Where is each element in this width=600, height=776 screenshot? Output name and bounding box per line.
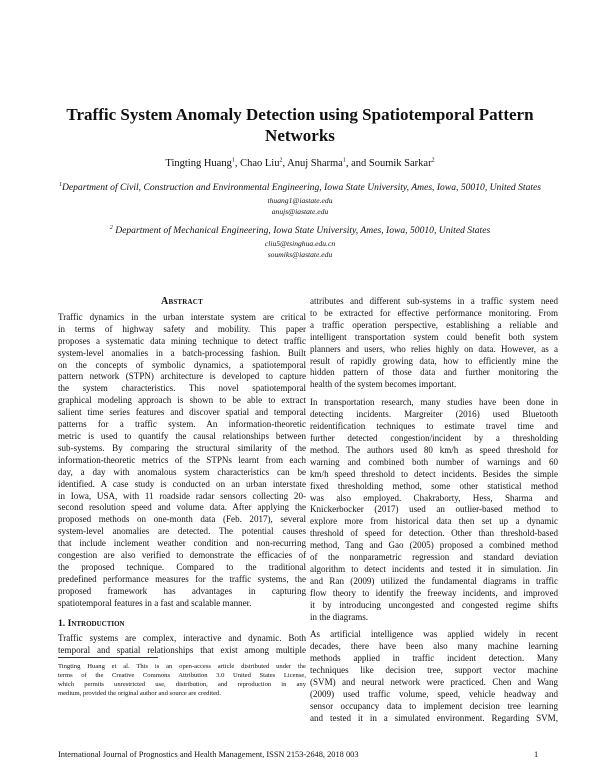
author-affiliation-marker: 1 — [342, 157, 346, 164]
text-line: in Iowa, USA, with 11 roadside radar sensors collecting 20- — [58, 490, 306, 501]
text-line: day, a day with anomalous system characteristics can be — [58, 466, 306, 477]
text-line: In transportation research, many studies have been done in — [310, 397, 558, 408]
text-line: and Ran (2009) utilized the fundamental diagrams in traffic — [310, 575, 558, 586]
text-line: which permits unrestricted use, distribution, and reproduction in any — [58, 681, 306, 688]
email-address: soumiks@iastate.edu — [267, 250, 333, 259]
text-line: identified. A case study is conducted on an urban interstate — [58, 478, 306, 489]
text-line: the system characteristics. This novel spatiotemporal — [58, 383, 306, 394]
left-column — [58, 296, 306, 657]
paragraph — [310, 629, 558, 724]
author-affiliation-marker: 2 — [279, 157, 283, 164]
text-line: it by introducing uncongested and congested regime shifts — [310, 599, 558, 610]
text-line: Traffic systems are complex, interactive and dynamic. Both — [58, 633, 306, 644]
text-line: medium, provided the original author and source are credited. — [58, 690, 221, 697]
text-line: to be extracted for effective performance monitoring. From — [310, 307, 558, 318]
text-line: flow theory to identify the freeway incidents, and improved — [310, 587, 558, 598]
author-name: Anuj Sharma — [287, 158, 343, 169]
text-line: of the nonparametric regression and standard deviation — [310, 552, 558, 563]
section-heading-text: 1. Introduction — [58, 617, 125, 629]
text-line: fixed thresholding method, some other statistical method — [310, 480, 558, 491]
text-line: in terms of highway safety and mobility. This paper — [58, 323, 306, 334]
text-line: Tingting Huang et al. This is an open-access article distributed under the — [58, 663, 306, 670]
text-line: in the diagrams. — [310, 611, 369, 622]
text-line: techniques like decision tree, support vector machine — [310, 665, 558, 676]
text-line: congestion are also verified to demonstrate the efficacies of — [58, 550, 306, 561]
text-line: salient time series features and discover spatial and temporal — [58, 407, 306, 418]
text-line: information-theoretic metrics of the STPNs learnt from each — [58, 454, 306, 465]
journal-footer: International Journal of Prognostics and Health Management, ISSN 2153-2648, 2018 003 — [58, 750, 359, 759]
abstract-heading-text: Abstract — [161, 296, 203, 307]
text-line: health of the system becomes important. — [310, 379, 457, 390]
introduction-body — [58, 633, 306, 657]
text-line: reidentification techniques to estimate travel time and — [310, 421, 558, 432]
text-line: explore more from historical data then set up a dynamic — [310, 516, 558, 527]
author-affiliation-marker: 1 — [231, 157, 235, 164]
affiliation-text: Department of Mechanical Engineering, Iowa State University, Ames, Iowa, 50010, United States — [115, 225, 491, 236]
email-address: cliu5@tsinghua.edu.cn — [264, 239, 336, 248]
text-line: proposed methods on one-month data (Feb. 2017), several — [58, 514, 306, 525]
text-line: proposed framework has advantages in capturing — [58, 585, 306, 596]
text-line: intelligent transportation system could benefit both system — [310, 331, 558, 342]
license-footnote — [58, 662, 306, 698]
text-line: terms of the Creative Commons Attribution 3.0 United States License, — [58, 672, 306, 679]
text-line: graphical modeling approach is shown to be able to extract — [58, 395, 306, 406]
paragraph — [310, 397, 558, 623]
text-line: patterns for a traffic system. An information-theoretic — [58, 419, 306, 430]
text-line: (2009) used traffic volume, speed, vehicle headway and — [310, 689, 558, 699]
author-name: Soumik Sarkar — [368, 158, 432, 169]
text-line: result of rapidly growing data, how to efficiently mine the — [310, 355, 558, 366]
text-line: pattern network (STPN) architecture is developed to capture — [58, 371, 306, 382]
paragraph — [310, 296, 558, 391]
text-line: sub-systems. By comparing the structural similarity of the — [58, 442, 306, 453]
text-line: temporal and spatial relationships that exist among multiple — [58, 645, 306, 656]
text-line: planners and users, who relies highly on data. However, as a — [310, 343, 558, 354]
text-line: proposes a systematic data mining technique to detect traffic — [58, 335, 306, 346]
author-list: Tingting Huang$^1$, Chao Liu$^2$, Anuj Sharma$^1$, and Soumik Sarkar$^2$ — [165, 157, 435, 169]
text-line: method. The authors used 80 km/h as speed threshold for — [310, 444, 558, 455]
text-line: warning and combined both number of warnings and 60 — [310, 456, 558, 467]
footnote-rule — [58, 657, 158, 658]
paper-title — [40, 104, 560, 146]
author-affiliation-marker: 2 — [431, 157, 435, 164]
affiliation-2 — [20, 225, 580, 237]
title-line-1: Traffic System Anomaly Detection using Spatiotemporal Pattern — [66, 105, 534, 124]
text-line: Traffic dynamics in the urban interstate system are critical — [58, 311, 306, 322]
email-address: anujs@iastate.edu — [271, 207, 329, 216]
abstract-body — [58, 312, 306, 610]
text-line: sensor occupancy data to implement decision tree learning — [310, 700, 558, 711]
author-name: Chao Liu — [240, 158, 280, 169]
text-line: predefined performance measures for the traffic systems, the — [58, 573, 306, 584]
text-line: hidden pattern of those data and further monitoring the — [310, 367, 558, 378]
text-line: decades, there have been also many machine learning — [310, 641, 558, 652]
affiliation-text: Department of Civil, Construction and Environmental Engineering, Iowa State University, Ames, Iowa, 50010, United States — [61, 182, 542, 193]
affiliation-marker: 1 — [58, 181, 62, 188]
email-address: thuang1@iastate.edu — [267, 196, 333, 205]
text-line: Knickerbocker (2017) used an outlier-based method to — [310, 504, 558, 515]
text-line: that include inclement weather condition and non-recurring — [58, 538, 306, 549]
text-line: algorithm to detect incidents and tested it in simulation. Jin — [310, 563, 558, 574]
title-line-2: Networks — [265, 126, 335, 145]
text-line: threshold of speed for detection. Other than threshold-based — [310, 528, 558, 539]
section-heading-introduction — [58, 618, 306, 630]
text-line: and tested it in a simulated environment. Regarding SVM, — [310, 712, 558, 723]
abstract-heading — [58, 296, 306, 308]
text-line: system-level anomalies are detected. The potential causes — [58, 526, 306, 537]
text-line: on the concepts of symbolic dynamics, a spatiotemporal — [58, 359, 306, 370]
text-line: attributes and different sub-systems in a traffic system need — [310, 296, 558, 306]
text-line: was also employed. Chakraborty, Hess, Sharma and — [310, 492, 558, 503]
affiliation-1 — [20, 182, 580, 194]
text-line: As artificial intelligence was applied widely in recent — [310, 629, 558, 640]
text-line: spatiotemporal features in a fast and scalable manner. — [58, 597, 252, 608]
author-name: Tingting Huang — [165, 158, 232, 169]
text-line: second resolution speed and volume data. After applying the — [58, 502, 306, 513]
affiliation-marker: 2 — [109, 224, 113, 231]
text-line: further detected congestion/incident by a thresholding — [310, 432, 558, 443]
page-number: 1 — [534, 750, 539, 759]
text-line: metric is used to quantify the causal relationships between — [58, 430, 306, 441]
text-line: the proposed technique. Compared to the traditional — [58, 561, 306, 572]
text-line: system-level anomalies in a batch-processing fashion. Built — [58, 347, 306, 358]
text-line: a traffic operation perspective, establishing a reliable and — [310, 319, 558, 330]
text-line: detecting incidents. Margreiter (2016) used Bluetooth — [310, 409, 558, 420]
text-line: (SVM) and neural network were practiced. Chen and Wang — [310, 677, 558, 688]
text-line: methods applied in traffic incident detection. Many — [310, 653, 558, 664]
right-column — [310, 296, 558, 725]
text-line: km/h speed threshold to detect incidents. Besides the simple — [310, 468, 558, 479]
text-line: method, Tang and Gao (2005) proposed a combined method — [310, 540, 558, 551]
